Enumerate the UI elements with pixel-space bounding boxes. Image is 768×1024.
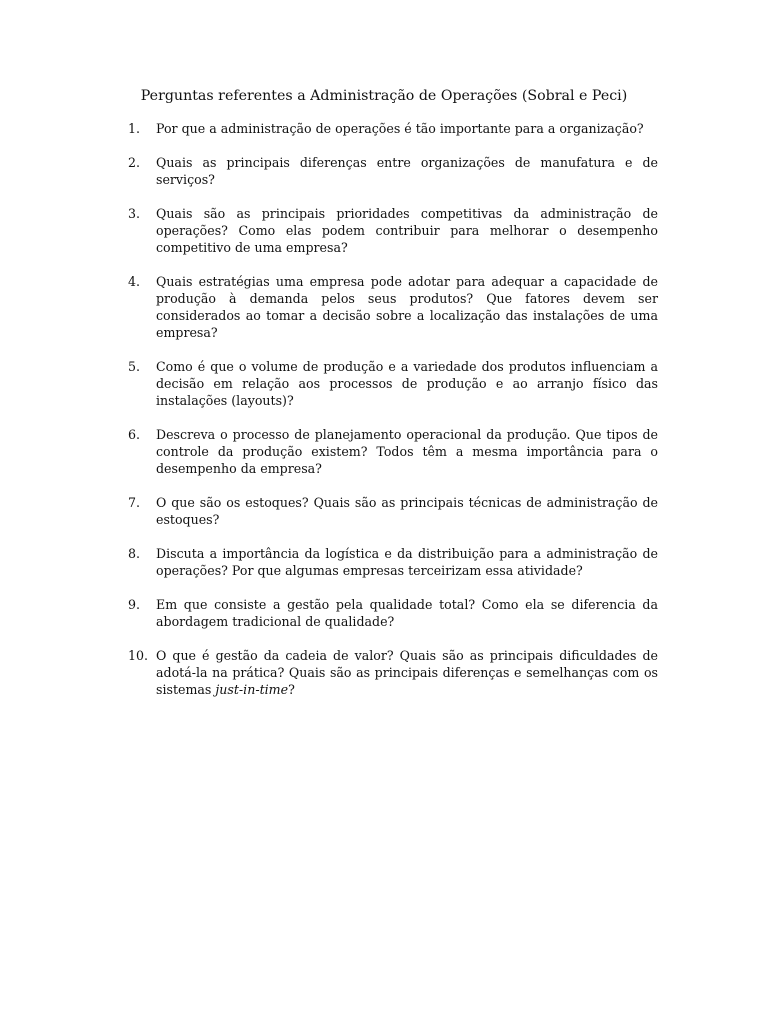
question-item	[128, 426, 658, 477]
question-item	[128, 120, 658, 137]
question-number: 1.	[128, 121, 141, 136]
page-title: Perguntas referentes a Administração de Operações (Sobral e Peci)	[140, 88, 628, 104]
question-text: Por que a administração de operações é tão importante para a organização?	[156, 121, 644, 136]
question-text-end: ?	[288, 682, 295, 697]
question-number: 6.	[128, 427, 141, 442]
question-text: O que são os estoques? Quais são as principais técnicas de administração de estoques?	[156, 495, 658, 527]
question-number: 8.	[128, 546, 141, 561]
question-list	[128, 120, 658, 715]
question-item	[128, 205, 658, 256]
question-item	[128, 273, 658, 341]
question-item	[128, 596, 658, 630]
question-item	[128, 358, 658, 409]
question-number: 9.	[128, 597, 141, 612]
question-text: Quais estratégias uma empresa pode adotar para adequar a capacidade de produção à demanda pelos seus produtos? Que fatores devem ser considerados ao tomar a decisão sobre a localização das instalações de uma empresa?	[156, 274, 658, 340]
question-text-italic: just-in-time	[215, 682, 289, 697]
question-text: Quais as principais diferenças entre organizações de manufatura e de serviços?	[156, 155, 658, 187]
question-item	[128, 545, 658, 579]
question-text: Quais são as principais prioridades competitivas da administração de operações? Como elas podem contribuir para melhorar o desempenho competitivo de uma empresa?	[156, 206, 658, 255]
question-number: 10.	[128, 648, 149, 663]
question-number: 3.	[128, 206, 141, 221]
question-item	[128, 154, 658, 188]
question-item	[128, 647, 658, 698]
question-text	[156, 647, 658, 698]
question-number: 7.	[128, 495, 141, 510]
question-text: Em que consiste a gestão pela qualidade total? Como ela se diferencia da abordagem tradicional de qualidade?	[156, 597, 658, 629]
question-text: Como é que o volume de produção e a variedade dos produtos influenciam a decisão em relação aos processos de produção e ao arranjo físico das instalações (layouts)?	[156, 359, 658, 408]
question-number: 4.	[128, 274, 141, 289]
question-number: 2.	[128, 155, 141, 170]
question-item	[128, 494, 658, 528]
question-text-main: O que é gestão da cadeia de valor? Quais são as principais dificuldades de adotá-la na prática? Quais são as principais diferenças e semelhanças com os sistemas	[156, 648, 658, 697]
question-text: Descreva o processo de planejamento operacional da produção. Que tipos de controle da produção existem? Todos têm a mesma importância para o desempenho da empresa?	[156, 427, 658, 476]
question-number: 5.	[128, 359, 141, 374]
question-text: Discuta a importância da logística e da distribuição para a administração de operações? Por que algumas empresas terceirizam essa atividade?	[156, 546, 658, 578]
